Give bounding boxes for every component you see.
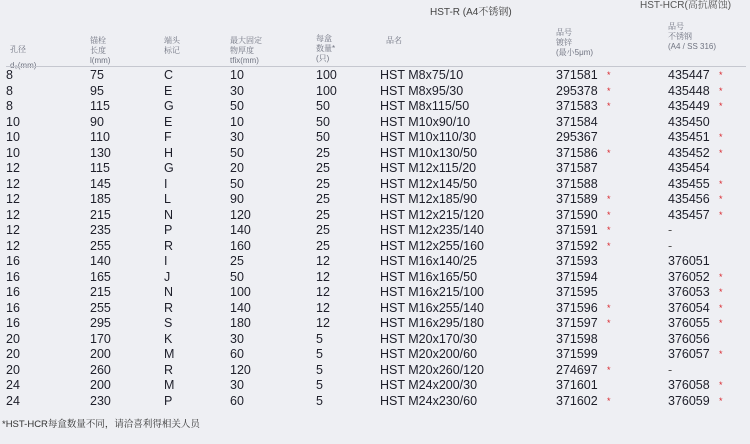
- cell-zn: 371587: [556, 161, 598, 175]
- footnote-marker: *: [607, 209, 611, 220]
- cell-ss: 376052: [668, 269, 710, 284]
- cell-name: HST M16x215/100: [380, 285, 484, 299]
- footnote-marker: *: [607, 240, 611, 251]
- cell-qty: 100: [316, 68, 337, 82]
- cell-fix: 90: [230, 192, 244, 206]
- table-row: [0, 162, 750, 175]
- footnote-marker: *: [719, 318, 723, 328]
- cell-fix: 120: [230, 207, 251, 222]
- cell-qty: 12: [316, 300, 330, 315]
- cell-name: HST M8x75/10: [380, 68, 464, 82]
- header-mark: [164, 36, 180, 56]
- table-row: [0, 348, 750, 361]
- header-zinc-line3: (最小5μm): [556, 48, 594, 57]
- cell-qty: 12: [316, 269, 330, 284]
- cell-name: HST M12x185/90: [380, 192, 478, 206]
- cell-fix: 160: [230, 238, 251, 253]
- header-stainless-line3: (A4 / SS 316): [668, 42, 717, 51]
- header-hole-line1: 孔径: [10, 45, 26, 54]
- header-stainless-line2: 不锈钢: [668, 32, 692, 41]
- cell-mark: S: [164, 316, 173, 330]
- cell-name: HST M10x90/10: [380, 114, 471, 129]
- footnote-marker: *: [719, 85, 723, 96]
- header-fixture-line2: 物厚度: [230, 46, 254, 55]
- cell-ss: 376051: [668, 254, 710, 268]
- cell-zn: 371593: [556, 254, 598, 268]
- cell-qty: 25: [316, 161, 330, 175]
- footnote-marker: *: [719, 101, 723, 111]
- cell-hole: 10: [6, 145, 20, 160]
- header-quantity: [316, 34, 335, 64]
- cell-mark: N: [164, 285, 174, 299]
- cell-ss: 376054: [668, 300, 710, 315]
- cell-mark: C: [164, 68, 174, 82]
- cell-name: HST M24x230/60: [380, 393, 478, 408]
- cell-ss: -: [668, 238, 673, 253]
- cell-mark: E: [164, 114, 173, 129]
- cell-hole: 8: [6, 83, 13, 98]
- cell-name: HST M8x115/50: [380, 99, 470, 113]
- cell-mark: G: [164, 161, 174, 175]
- cell-name: HST M12x145/50: [380, 176, 478, 191]
- cell-name: HST M20x170/30: [380, 331, 478, 346]
- cell-fix: 30: [230, 378, 244, 392]
- cell-zn: 371592: [556, 238, 598, 253]
- footnote-marker: *: [607, 318, 611, 328]
- header-divider: [6, 66, 746, 67]
- cell-name: HST M8x95/30: [380, 83, 464, 98]
- cell-zn: 371589: [556, 192, 598, 206]
- cell-ss: 435455: [668, 176, 710, 191]
- cell-fix: 10: [230, 114, 244, 129]
- footnote-marker: *: [719, 287, 723, 297]
- cell-qty: 50: [316, 130, 330, 144]
- footnote-marker: *: [607, 225, 611, 235]
- cell-ss: 435449: [668, 99, 710, 113]
- cell-ss: 435448: [668, 83, 710, 98]
- cell-fix: 100: [230, 285, 251, 299]
- cell-mark: M: [164, 347, 175, 361]
- cell-fix: 50: [230, 145, 244, 160]
- cell-mark: I: [164, 176, 168, 191]
- cell-mark: P: [164, 393, 173, 408]
- cell-hole: 12: [6, 161, 20, 175]
- cell-len: 215: [90, 285, 111, 299]
- cell-ss: -: [668, 362, 673, 377]
- cell-len: 75: [90, 68, 104, 82]
- header-zinc: [556, 28, 593, 58]
- cell-name: HST M20x260/120: [380, 362, 484, 377]
- cell-len: 95: [90, 83, 104, 98]
- cell-zn: 371597: [556, 316, 598, 330]
- cell-len: 260: [90, 362, 111, 377]
- cell-len: 185: [90, 192, 111, 206]
- cell-len: 255: [90, 300, 111, 315]
- cell-hole: 8: [6, 99, 13, 113]
- cell-qty: 5: [316, 378, 323, 392]
- cell-mark: R: [164, 362, 174, 377]
- cell-hole: 16: [6, 316, 20, 330]
- cell-fix: 140: [230, 223, 251, 237]
- cell-len: 215: [90, 207, 111, 222]
- cell-ss: 376053: [668, 285, 710, 299]
- header-mark-line1: 端头: [164, 36, 180, 45]
- header-quantity-line2: 数量*: [316, 44, 336, 53]
- footnote-marker: *: [719, 349, 723, 359]
- footnote-marker: *: [607, 70, 611, 80]
- cell-name: HST M12x115/20: [380, 161, 477, 175]
- cell-hole: 20: [6, 331, 20, 346]
- table-row: [0, 240, 750, 253]
- footnote-marker: *: [719, 147, 723, 158]
- footnote-marker: *: [719, 380, 723, 390]
- cell-qty: 12: [316, 254, 330, 268]
- cell-hole: 12: [6, 207, 20, 222]
- cell-qty: 12: [316, 316, 330, 330]
- table-row: [0, 100, 750, 113]
- cell-hole: 20: [6, 347, 20, 361]
- cell-qty: 100: [316, 83, 337, 98]
- cell-name: HST M16x255/140: [380, 300, 484, 315]
- cell-zn: 295367: [556, 130, 598, 144]
- cell-mark: G: [164, 99, 174, 113]
- table-row: [0, 286, 750, 299]
- cell-mark: F: [164, 130, 172, 144]
- cell-len: 235: [90, 223, 111, 237]
- cell-len: 165: [90, 269, 111, 284]
- cell-fix: 10: [230, 68, 244, 82]
- section-title-right: HST-HCR(高抗腐蚀): [640, 0, 732, 11]
- cell-mark: R: [164, 300, 174, 315]
- header-hole: [10, 45, 36, 71]
- table-row: [0, 333, 750, 346]
- cell-qty: 25: [316, 207, 330, 222]
- header-length-line2: 长度: [90, 46, 106, 55]
- table-row: [0, 131, 750, 144]
- cell-mark: L: [164, 192, 171, 206]
- cell-len: 130: [90, 145, 111, 160]
- footnote-marker: *: [607, 101, 611, 111]
- cell-fix: 120: [230, 362, 251, 377]
- cell-zn: 371595: [556, 285, 598, 299]
- cell-hole: 10: [6, 130, 20, 144]
- cell-ss: 435451: [668, 130, 710, 144]
- header-fixture: [230, 36, 262, 66]
- header-zinc-line1: 品号: [556, 28, 572, 37]
- cell-zn: 371599: [556, 347, 598, 361]
- footnote-marker: *: [719, 194, 723, 204]
- header-quantity-line1: 每盒: [316, 34, 332, 43]
- cell-qty: 12: [316, 285, 330, 299]
- cell-name: HST M16x165/50: [380, 269, 478, 284]
- cell-mark: K: [164, 331, 173, 346]
- table-row: [0, 317, 750, 330]
- cell-qty: 50: [316, 99, 330, 113]
- cell-zn: 371584: [556, 114, 598, 129]
- footnote-marker: *: [719, 70, 723, 80]
- cell-ss: 435456: [668, 192, 710, 206]
- header-stainless: [668, 22, 716, 52]
- top-bar: [0, 0, 750, 20]
- cell-zn: 295378: [556, 83, 598, 98]
- cell-len: 200: [90, 378, 111, 392]
- cell-mark: E: [164, 83, 173, 98]
- footnote-marker: *: [607, 147, 611, 158]
- cell-len: 110: [90, 130, 110, 144]
- cell-zn: 371601: [556, 378, 598, 392]
- footnote-marker: *: [719, 395, 723, 406]
- cell-zn: 371591: [556, 223, 598, 237]
- cell-zn: 371594: [556, 269, 598, 284]
- table-row: [0, 302, 750, 315]
- cell-zn: 371602: [556, 393, 598, 408]
- cell-hole: 12: [6, 238, 20, 253]
- cell-mark: R: [164, 238, 174, 253]
- cell-zn: 371588: [556, 176, 598, 191]
- cell-fix: 30: [230, 331, 244, 346]
- cell-hole: 12: [6, 176, 20, 191]
- cell-hole: 20: [6, 362, 20, 377]
- table-row: [0, 379, 750, 392]
- cell-zn: 371596: [556, 300, 598, 315]
- cell-qty: 25: [316, 223, 330, 237]
- cell-ss: 435454: [668, 161, 710, 175]
- cell-len: 295: [90, 316, 111, 330]
- cell-mark: J: [164, 269, 171, 284]
- footnote: *HST-HCR每盒数量不同，请洽喜利得相关人员: [2, 419, 200, 430]
- cell-hole: 8: [6, 68, 13, 82]
- footnote-marker: *: [719, 178, 723, 189]
- header-quantity-line3: (只): [316, 54, 330, 63]
- cell-ss: 435457: [668, 207, 710, 222]
- cell-mark: M: [164, 378, 175, 392]
- cell-ss: 376059: [668, 393, 710, 408]
- cell-zn: 371581: [556, 68, 598, 82]
- cell-len: 90: [90, 114, 104, 129]
- cell-hole: 16: [6, 285, 20, 299]
- cell-ss: 435452: [668, 145, 710, 160]
- table-row: [0, 395, 750, 408]
- cell-zn: 371590: [556, 207, 598, 222]
- cell-len: 140: [90, 254, 111, 268]
- cell-len: 145: [90, 176, 111, 191]
- cell-len: 115: [90, 99, 110, 113]
- table-row: [0, 178, 750, 191]
- cell-qty: 5: [316, 331, 323, 346]
- table-row: [0, 209, 750, 222]
- cell-fix: 60: [230, 393, 244, 408]
- table-row: [0, 224, 750, 237]
- cell-name: HST M16x140/25: [380, 254, 478, 268]
- cell-hole: 12: [6, 192, 20, 206]
- table-row: [0, 69, 750, 82]
- cell-len: 230: [90, 393, 111, 408]
- cell-hole: 24: [6, 378, 20, 392]
- cell-ss: 376056: [668, 331, 710, 346]
- header-stainless-line1: 品号: [668, 22, 684, 31]
- cell-fix: 60: [230, 347, 244, 361]
- table-row: [0, 255, 750, 268]
- cell-hole: 10: [6, 114, 20, 129]
- cell-ss: 435450: [668, 114, 710, 129]
- cell-fix: 30: [230, 83, 244, 98]
- cell-fix: 25: [230, 254, 244, 268]
- cell-qty: 25: [316, 192, 330, 206]
- footnote-marker: *: [607, 302, 611, 313]
- cell-ss: -: [668, 223, 673, 237]
- cell-name: HST M20x200/60: [380, 347, 478, 361]
- cell-fix: 20: [230, 161, 244, 175]
- cell-ss: 376055: [668, 316, 710, 330]
- cell-mark: N: [164, 207, 174, 222]
- footnote-marker: *: [719, 271, 723, 282]
- cell-fix: 30: [230, 130, 244, 144]
- cell-ss: 376058: [668, 378, 710, 392]
- footnote-marker: *: [607, 85, 611, 96]
- section-title: HST-R (A4不锈钢): [430, 7, 512, 18]
- cell-fix: 180: [230, 316, 251, 330]
- cell-hole: 16: [6, 254, 20, 268]
- cell-name: HST M16x295/180: [380, 316, 484, 330]
- cell-len: 170: [90, 331, 111, 346]
- footnote-marker: *: [607, 395, 611, 406]
- cell-mark: P: [164, 223, 173, 237]
- cell-hole: 12: [6, 223, 20, 237]
- table-row: [0, 116, 750, 129]
- cell-qty: 25: [316, 238, 330, 253]
- header-name: [386, 36, 402, 46]
- header-fixture-line1: 最大固定: [230, 36, 262, 45]
- header-length: [90, 36, 110, 66]
- header-name-line1: 品名: [386, 36, 402, 45]
- header-fixture-line3: tfix(mm): [230, 56, 259, 65]
- footnote-marker: *: [719, 209, 723, 220]
- header-mark-line2: 标记: [164, 46, 180, 55]
- cell-mark: I: [164, 254, 168, 268]
- table-row: [0, 271, 750, 284]
- cell-ss: 435447: [668, 68, 710, 82]
- cell-qty: 5: [316, 362, 323, 377]
- table-row: [0, 85, 750, 98]
- cell-mark: H: [164, 145, 174, 160]
- header-length-line3: l(mm): [90, 56, 111, 65]
- header-length-line1: 锚栓: [90, 36, 106, 45]
- cell-fix: 50: [230, 99, 244, 113]
- cell-hole: 24: [6, 393, 20, 408]
- cell-qty: 50: [316, 114, 330, 129]
- cell-hole: 16: [6, 269, 20, 284]
- footnote-marker: *: [607, 364, 611, 375]
- cell-zn: 371583: [556, 99, 598, 113]
- cell-ss: 376057: [668, 347, 710, 361]
- cell-len: 200: [90, 347, 111, 361]
- table-row: [0, 364, 750, 377]
- cell-zn: 371586: [556, 145, 598, 160]
- cell-name: HST M12x215/120: [380, 207, 484, 222]
- cell-name: HST M10x110/30: [380, 130, 477, 144]
- cell-zn: 371598: [556, 331, 598, 346]
- cell-name: HST M24x200/30: [380, 378, 478, 392]
- cell-len: 115: [90, 161, 110, 175]
- cell-qty: 25: [316, 145, 330, 160]
- header-zinc-line2: 镀锌: [556, 38, 572, 47]
- table-row: [0, 193, 750, 206]
- cell-name: HST M12x255/160: [380, 238, 484, 253]
- cell-name: HST M10x130/50: [380, 145, 478, 160]
- cell-qty: 5: [316, 393, 323, 408]
- cell-zn: 274697: [556, 362, 598, 377]
- cell-fix: 50: [230, 269, 244, 284]
- cell-qty: 5: [316, 347, 323, 361]
- footnote-marker: *: [607, 194, 611, 204]
- cell-fix: 140: [230, 300, 251, 315]
- cell-name: HST M12x235/140: [380, 223, 484, 237]
- cell-qty: 25: [316, 176, 330, 191]
- table-row: [0, 147, 750, 160]
- footnote-marker: *: [719, 302, 723, 313]
- cell-len: 255: [90, 238, 111, 253]
- footnote-marker: *: [719, 132, 723, 142]
- cell-hole: 16: [6, 300, 20, 315]
- cell-fix: 50: [230, 176, 244, 191]
